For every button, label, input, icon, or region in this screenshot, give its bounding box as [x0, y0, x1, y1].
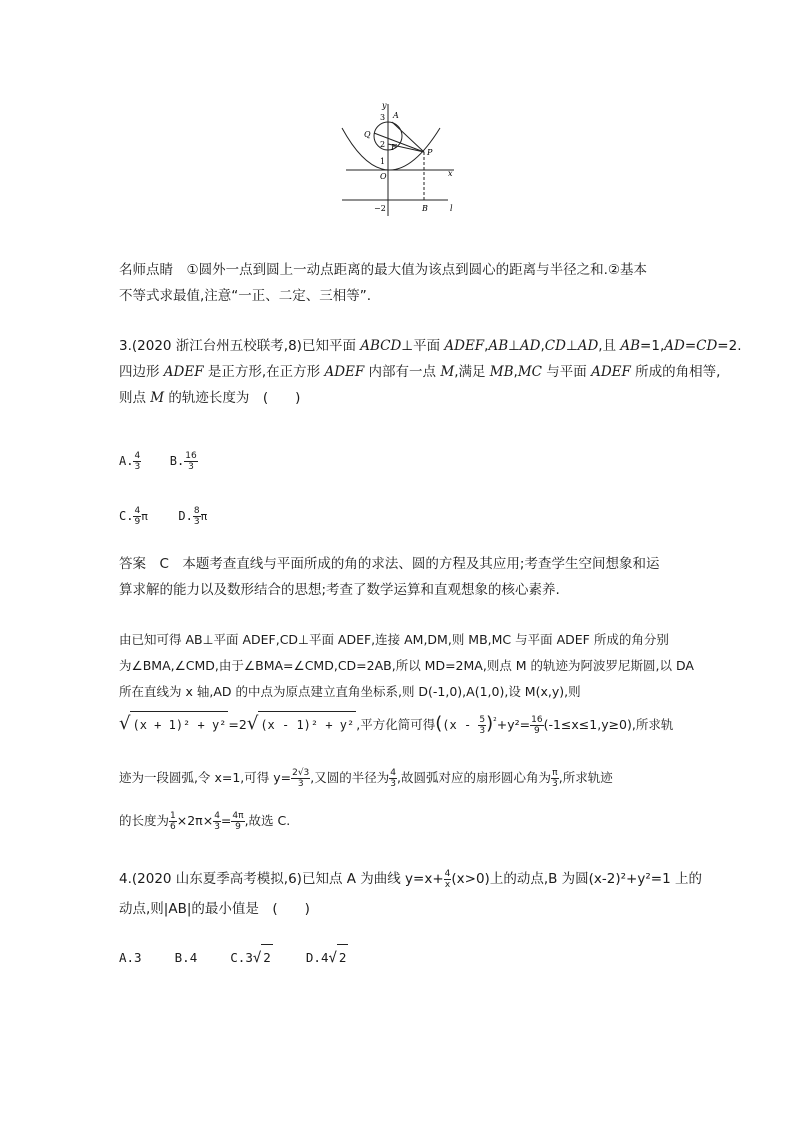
tip-paragraph — [119, 257, 647, 309]
option-d: D. $\frac{8}{3}$ π — [178, 505, 208, 527]
tick-label-2: 2 — [380, 140, 386, 149]
question-3 — [119, 333, 742, 411]
tip-label: 名师点睛 — [119, 262, 173, 278]
sol-line-6: 的长度为 $\frac{1}{6}$ ×2π× $\frac{4}{3}$ = $\frac{4\pi}{9}$ ,故选 C. — [119, 811, 291, 832]
tip-line-1: 名师点睛 ①圆外一点到圆上一动点距离的最大值为该点到圆心的距离与半径之和.②基本 — [119, 262, 647, 278]
point-label-P: P — [427, 148, 433, 157]
line-label-l: l — [450, 204, 453, 213]
axis-label-y: y — [382, 101, 387, 110]
q3-line-1: 3.(2020 浙江台州五校联考,8)已知平面 ABCD⊥平面 ADEF,AB⊥AD,CD⊥AD,且 AB=1,AD=CD=2. — [119, 338, 742, 354]
tick-label-3: 3 — [380, 113, 386, 122]
coordinate-figure — [336, 100, 460, 218]
q3-options-row-1 — [119, 448, 198, 474]
sol-line-2: 为∠BMA,∠CMD,由于∠BMA=∠CMD,CD=2AB,所以 MD=2MA,则点 M 的轨迹为阿波罗尼斯圆,以 DA — [119, 658, 694, 673]
answer-line-1: 答案 C 本题考查直线与平面所成的角的求法、圆的方程及其应用;考查学生空间想象和运 — [119, 556, 660, 572]
answer-3 — [119, 551, 660, 603]
axis-label-x: x — [448, 169, 453, 178]
point-label-B: B — [422, 204, 428, 213]
answer-label: 答案 C — [119, 556, 169, 572]
sol-line-3: 所在直线为 x 轴,AD 的中点为原点建立直角坐标系,则 D(-1,0),A(1,0),设 M(x,y),则 — [119, 684, 581, 699]
q4-option-c: C.3√ 2 — [230, 950, 273, 965]
sol-line-5: 迹为一段圆弧,令 x=1,可得 y= $\frac{2√3}{3}$ ,又圆的半径为 $\frac{4}{3}$ ,故圆弧对应的扇形圆心角为 $\frac{\pi}{3}$ ,所求轨迹 — [119, 768, 613, 789]
point-label-A: A — [393, 111, 399, 120]
tick-label-1: 1 — [380, 157, 386, 166]
answer-line-2: 算求解的能力以及数形结合的思想;考查了数学运算和直观想象的核心素养. — [119, 582, 560, 598]
point-label-Q: Q — [364, 130, 371, 139]
q4-option-d: D.4√ 2 — [306, 950, 349, 965]
q3-line-3: 则点 M 的轨迹长度为 ( ) — [119, 390, 301, 406]
tick-label-minus2: −2 — [374, 204, 386, 213]
q4-options — [119, 944, 348, 971]
q4-option-b: B.4 — [174, 950, 198, 965]
tip-line-2: 不等式求最值,注意“一正、二定、三相等”. — [119, 288, 372, 304]
option-b: B. $\frac{16}{3}$ — [169, 450, 197, 472]
q4-option-a: A.3 — [119, 950, 142, 965]
option-c: C. $\frac{4}{9}$ π — [119, 505, 148, 527]
question-4 — [119, 866, 702, 922]
q4-line-1: 4.(2020 山东夏季高考模拟,6)已知点 A 为曲线 y=x+ $\frac{4}{x}$ (x>0)上的动点,B 为圆(x-2)²+y²=1 上的 — [119, 868, 702, 890]
sol-line-1: 由已知可得 AB⊥平面 ADEF,CD⊥平面 ADEF,连接 AM,DM,则 MB,MC 与平面 ADEF 所成的角分别 — [119, 632, 669, 647]
q3-line-2: 四边形 ADEF 是正方形,在正方形 ADEF 内部有一点 M,满足 MB,MC 与平面 ADEF 所成的角相等, — [119, 364, 721, 380]
solution-3 — [119, 627, 694, 705]
option-a: A. $\frac{4}{3}$ — [119, 450, 141, 472]
origin-label: O — [380, 172, 387, 181]
point-label-F: F — [391, 143, 397, 152]
q3-options-row-2 — [119, 503, 207, 530]
sol-line-4: √ (x + 1)² + y² =2√ (x - 1)² + y² ,平方化简可得((x - $\frac{5}{3}$ )$^{^2}$+y²= $\frac{16}{9}$ (-1≤x≤1,y≥0),所求轨 — [119, 713, 674, 737]
q4-line-2: 动点,则|AB|的最小值是 ( ) — [119, 901, 310, 917]
